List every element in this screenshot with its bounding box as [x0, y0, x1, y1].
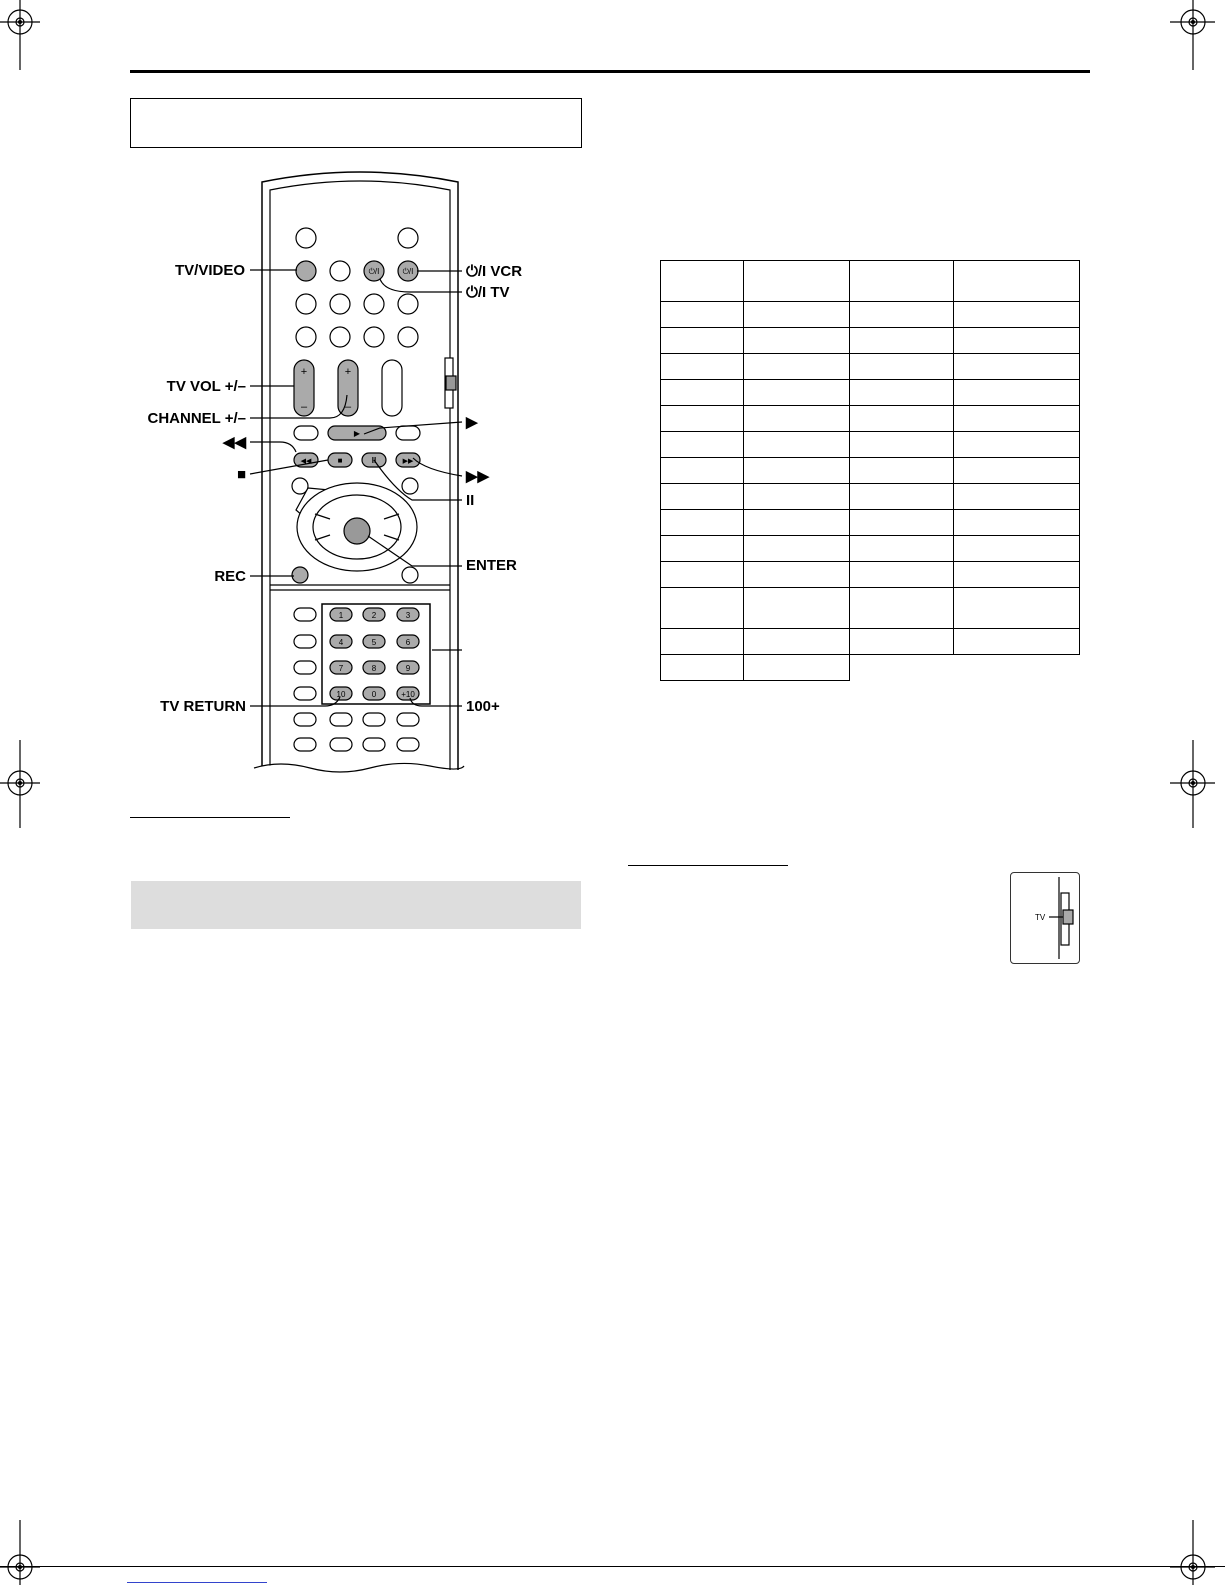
play-label: ▶	[466, 414, 478, 431]
enter-label: ENTER	[466, 557, 517, 574]
vcr-power-label: ⏻/I VCR	[466, 263, 523, 280]
svg-text:⏻/I: ⏻/I	[402, 267, 414, 276]
svg-text:+: +	[300, 366, 308, 378]
svg-text:◀◀: ◀◀	[300, 458, 312, 465]
rewind-label: ◀◀	[222, 434, 246, 451]
note-rule-right	[628, 865, 788, 866]
svg-text:10: 10	[336, 690, 346, 699]
svg-text:–: –	[344, 401, 352, 413]
svg-text:4: 4	[338, 638, 344, 647]
svg-text:⏻/I: ⏻/I	[368, 267, 380, 276]
svg-text:8: 8	[371, 664, 377, 673]
channel-label: CHANNEL +/–	[147, 410, 246, 427]
svg-text:+: +	[344, 366, 352, 378]
svg-text:6: 6	[405, 638, 411, 647]
tv-code-table	[660, 260, 1080, 681]
rec-label: REC	[214, 568, 246, 585]
svg-text:1: 1	[338, 611, 344, 620]
pause-label: II	[466, 492, 475, 509]
svg-text:TV: TV	[1035, 913, 1046, 922]
svg-text:II: II	[371, 456, 377, 465]
tv-vol-label: TV VOL +/–	[166, 378, 246, 395]
svg-text:–: –	[300, 401, 308, 413]
hundred-plus-label: 100+	[466, 698, 500, 715]
svg-text:7: 7	[338, 664, 344, 673]
section-heading-box	[131, 881, 581, 929]
tv-switch-inset	[1010, 872, 1080, 964]
svg-text:+10: +10	[401, 690, 415, 699]
svg-text:2: 2	[371, 611, 377, 620]
footer-rule	[0, 1566, 1225, 1567]
switch-icon	[1011, 873, 1079, 963]
svg-text:▶: ▶	[353, 429, 361, 438]
fast-forward-label: ▶▶	[466, 468, 490, 485]
tv-return-label: TV RETURN	[160, 698, 246, 715]
svg-text:9: 9	[405, 664, 411, 673]
svg-text:5: 5	[371, 638, 377, 647]
tv-video-label: TV/VIDEO	[174, 262, 245, 279]
note-rule-left	[130, 817, 290, 818]
svg-text:▶▶: ▶▶	[402, 458, 414, 465]
footer-link-underline[interactable]	[127, 1582, 267, 1583]
svg-text:3: 3	[405, 611, 411, 620]
svg-text:0: 0	[371, 690, 377, 699]
svg-text:■: ■	[337, 456, 343, 465]
stop-label: ■	[236, 466, 246, 483]
tv-power-label: ⏻/I TV	[466, 284, 510, 301]
